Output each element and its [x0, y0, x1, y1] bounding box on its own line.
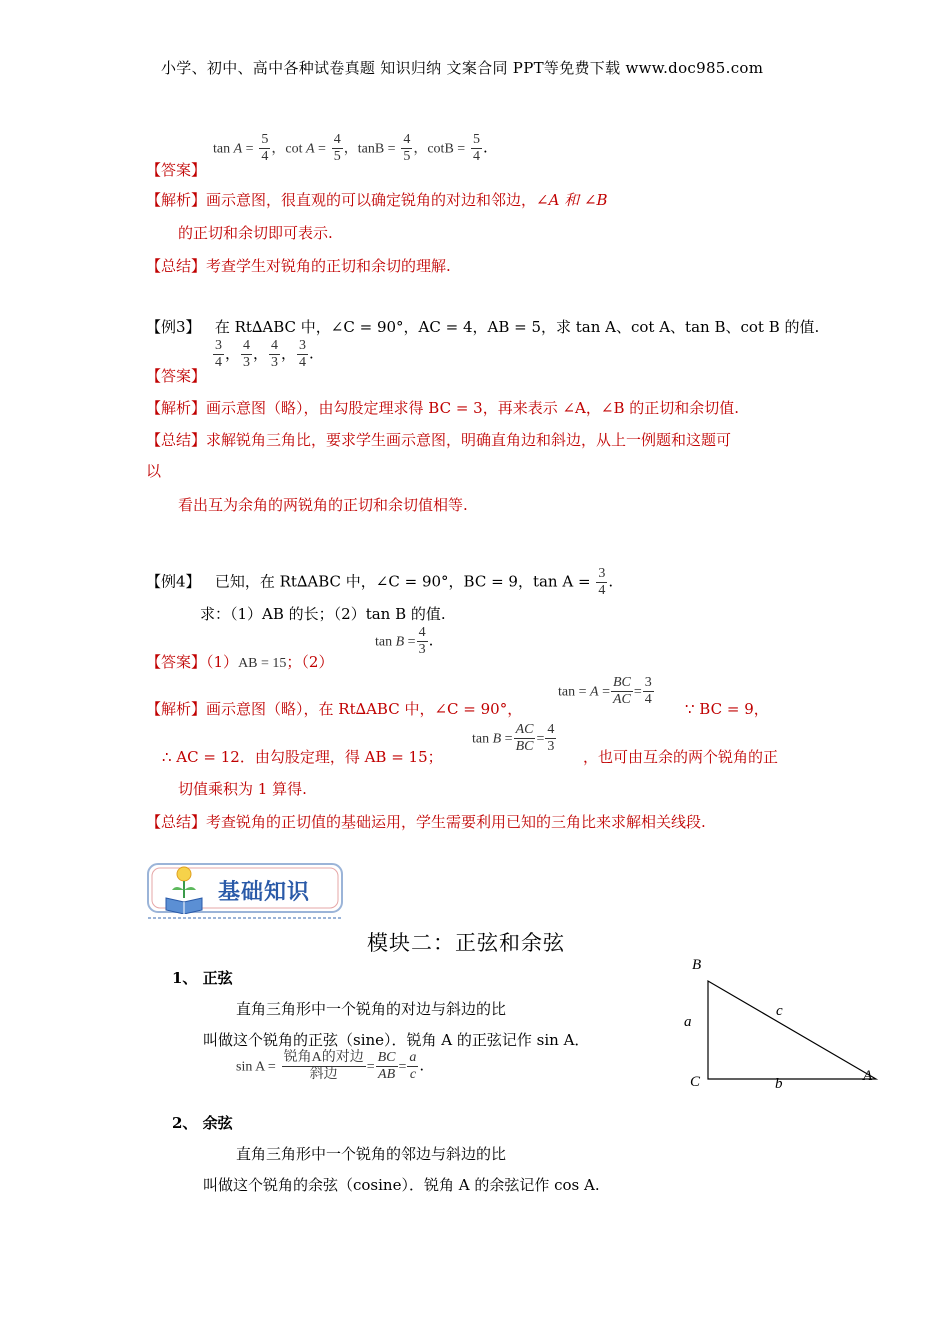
example4-tanb-formula: tan B = $\frac{AC}{BC}$ = $\frac{4}{3}$: [472, 722, 555, 754]
side-a-label: a: [684, 1014, 692, 1030]
sine-line1: 直角三角形中一个锐角的对边与斜边的比: [236, 1000, 507, 1018]
sine-line2: 叫做这个锐角的正弦（sine）．锐角 A 的正弦记作 sin A．: [203, 1031, 590, 1049]
cosine-line2: 叫做这个锐角的余弦（cosine）．锐角 A 的余弦记作 cos A.: [203, 1176, 600, 1194]
example3-summary-line3: 看出互为余角的两锐角的正切和余切值相等.: [178, 496, 468, 514]
sine-heading: 1、 正弦: [172, 969, 233, 987]
cosine-line1: 直角三角形中一个锐角的邻边与斜边的比: [236, 1145, 507, 1163]
side-b-label: b: [775, 1076, 783, 1092]
example3-summary-line2: 以: [146, 462, 162, 480]
module-title: 模块二：正弦和余弦: [367, 931, 565, 955]
answer-label: 【答案】: [146, 161, 207, 179]
right-triangle-diagram: [670, 950, 890, 1095]
example4-answer: 【答案】（1）AB = 15；（2）: [146, 653, 334, 671]
sine-formula: sin A = $\frac{\text{锐角A的对边}}{\text{斜边}}$ = $\frac{BC}{AB}$ = $\frac{a}{c}$ .: [236, 1050, 425, 1082]
example4-summary: 【总结】考查锐角的正切值的基础运用，学生需要利用已知的三角比来求解相关线段.: [146, 813, 706, 831]
example2-summary: 【总结】考查学生对锐角的正切和余切的理解.: [146, 257, 451, 275]
lightbulb-book-icon: [162, 864, 206, 914]
example4-bc: ∵ BC = 9，: [685, 700, 769, 718]
example2-analysis: 【解析】画示意图，很直观的可以确定锐角的对边和邻边，∠A 和 ∠B: [146, 191, 608, 209]
example4-analysis-2a: ∴ AC = 12．由勾股定理，得 AB = 15；: [162, 748, 443, 766]
example3-summary: 【总结】求解锐角三角比，要求学生画示意图，明确直角边和斜边，从上一例题和这题可: [146, 431, 732, 449]
cosine-heading: 2、 余弦: [172, 1114, 233, 1132]
example3-answer-fracs: $\frac{3}{4}$ ， $\frac{4}{3}$ ， $\frac{4}{3}$ ， $\frac{3}{4}$ .: [215, 338, 314, 370]
page-header: 小学、初中、高中各种试卷真题 知识归纳 文案合同 PPT等免费下载 www.doc985.com: [161, 59, 764, 77]
example4-question: 【例4】 已知，在 Rt∆ABC 中，∠C = 90°，BC = 9，tan A = $\frac{3}{4}$ .: [146, 566, 614, 598]
example4-tana-formula: tan = A = $\frac{BC}{AC}$ = $\frac{3}{4}$: [558, 675, 652, 707]
example2-analysis-line2: 的正切和余切即可表示.: [178, 224, 333, 242]
badge-title: 基础知识: [218, 880, 311, 905]
vertex-a-label: A: [863, 1068, 873, 1084]
example3-question: 【例3】 在 Rt∆ABC 中，∠C = 90°，AC = 4，AB = 5，求 tan A、cot A、tan B、cot B 的值.: [146, 318, 820, 336]
example2-answer-formula: tan A = $\frac{5}{4}$ ，cot A = $\frac{4}{5}$ ，tanB = $\frac{4}{5}$ ，cotB = $\frac{5}{4}$ .: [213, 132, 488, 164]
vertex-c-label: C: [690, 1074, 701, 1090]
example4-analysis: 【解析】画示意图（略），在 Rt∆ABC 中，∠C = 90°，: [146, 700, 523, 718]
example3-answer-label: 【答案】: [146, 367, 207, 385]
vertex-b-label: B: [692, 957, 702, 973]
example4-analysis-2b: ，也可由互余的两个锐角的正: [583, 748, 779, 766]
example4-analysis-3: 切值乘积为 1 算得.: [178, 780, 307, 798]
side-c-label: c: [776, 1003, 783, 1019]
example3-analysis: 【解析】画示意图（略），由勾股定理求得 BC = 3，再来表示 ∠A，∠B 的正切和余切值.: [146, 399, 740, 417]
example4-answer-tanb: tan B = $\frac{4}{3}$ .: [375, 625, 434, 657]
section-badge: [146, 858, 346, 922]
example4-ask: 求：（1）AB 的长；（2）tan B 的值.: [200, 605, 446, 623]
